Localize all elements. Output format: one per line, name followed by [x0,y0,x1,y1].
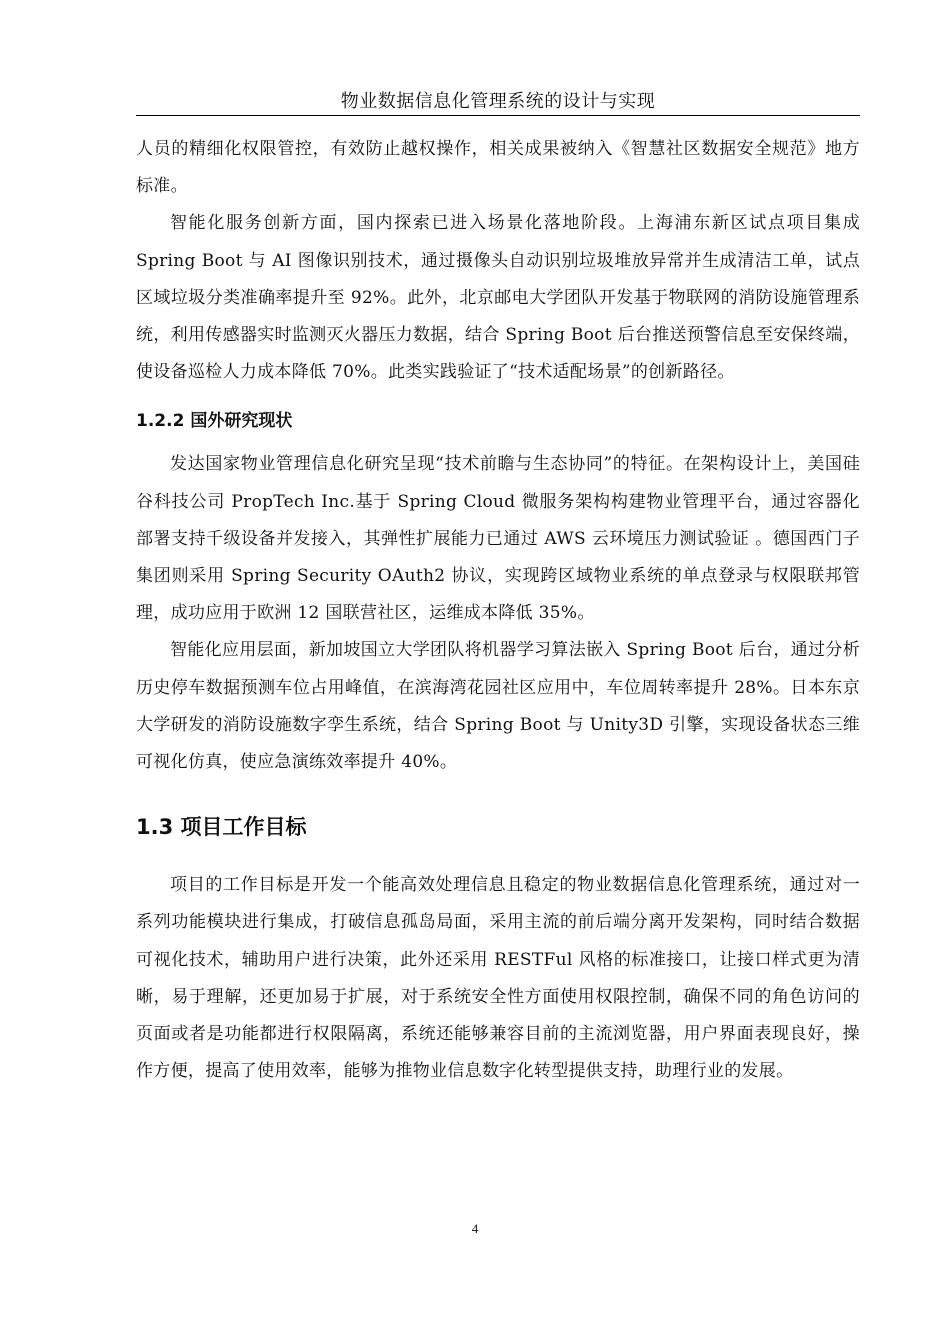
paragraph-project-goals: 项目的工作目标是开发一个能高效处理信息且稳定的物业数据信息化管理系统，通过对一系列功能模块进行集成，打破信息孤岛局面，采用主流的前后端分离开发架构，同时结合数据可视化技术，辅助用户进行决策，此外还采用 RESTFul 风格的标准接口，让接口样式更为清晰，易于理解，还更加易于扩展，对于系统安全性方面使用权限控制，确保不同的角色访问的页面或者是功能都进行权限隔离，系统还能够兼容目前的主流浏览器，用户界面表现良好，操作方便，提高了使用效率，能够为推物业信息数字化转型提供支持，助理行业的发展。 [136,875,860,1082]
paragraph-foreign-architecture: 发达国家物业管理信息化研究呈现“技术前瞻与生态协同”的特征。在架构设计上，美国硅谷科技公司 PropTech Inc.基于 Spring Cloud 微服务架构构建物业管理平台，通过容器化部署支持千级设备并发接入，其弹性扩展能力已通过 AWS 云环境压力测试验证 。德国西门子集团则采用 Spring Security OAuth2 协议，实现跨区域物业系统的单点登录与权限联邦管理，成功应用于欧洲 12 国联营社区，运维成本降低 35%。 [136,454,860,624]
section-heading-1-2-2: 1.2.2 国外研究现状 [136,411,293,432]
running-header: 物业数据信息化管理系统的设计与实现 [340,91,656,112]
page-number: 4 [471,1221,479,1236]
page-body [136,131,860,1090]
paragraph-foreign-applications: 智能化应用层面，新加坡国立大学团队将机器学习算法嵌入 Spring Boot 后台，通过分析历史停车数据预测车位占用峰值，在滨海湾花园社区应用中，车位周转率提升 28%。日本东京大学研发的消防设施数字孪生系统，结合 Spring Boot 与 Unity3D 引擎，实现设备状态三维可视化仿真，使应急演练效率提升 40%。 [136,640,860,773]
header-rule [136,115,860,116]
section-heading-1-3: 1.3 项目工作目标 [136,815,307,840]
paragraph-intelligent-services: 智能化服务创新方面，国内探索已进入场景化落地阶段。上海浦东新区试点项目集成 Spring Boot 与 AI 图像识别技术，通过摄像头自动识别垃圾堆放异常并生成清洁工单，试点区域垃圾分类准确率提升至 92%。此外，北京邮电大学团队开发基于物联网的消防设施管理系统，利用传感器实时监测灭火器压力数据，结合 Spring Boot 后台推送预警信息至安保终端，使设备巡检人力成本降低 70%。此类实践验证了“技术适配场景”的创新路径。 [136,213,860,383]
paragraph-continued: 人员的精细化权限管控，有效防止越权操作，相关成果被纳入《智慧社区数据安全规范》地方标准。 [136,139,860,197]
